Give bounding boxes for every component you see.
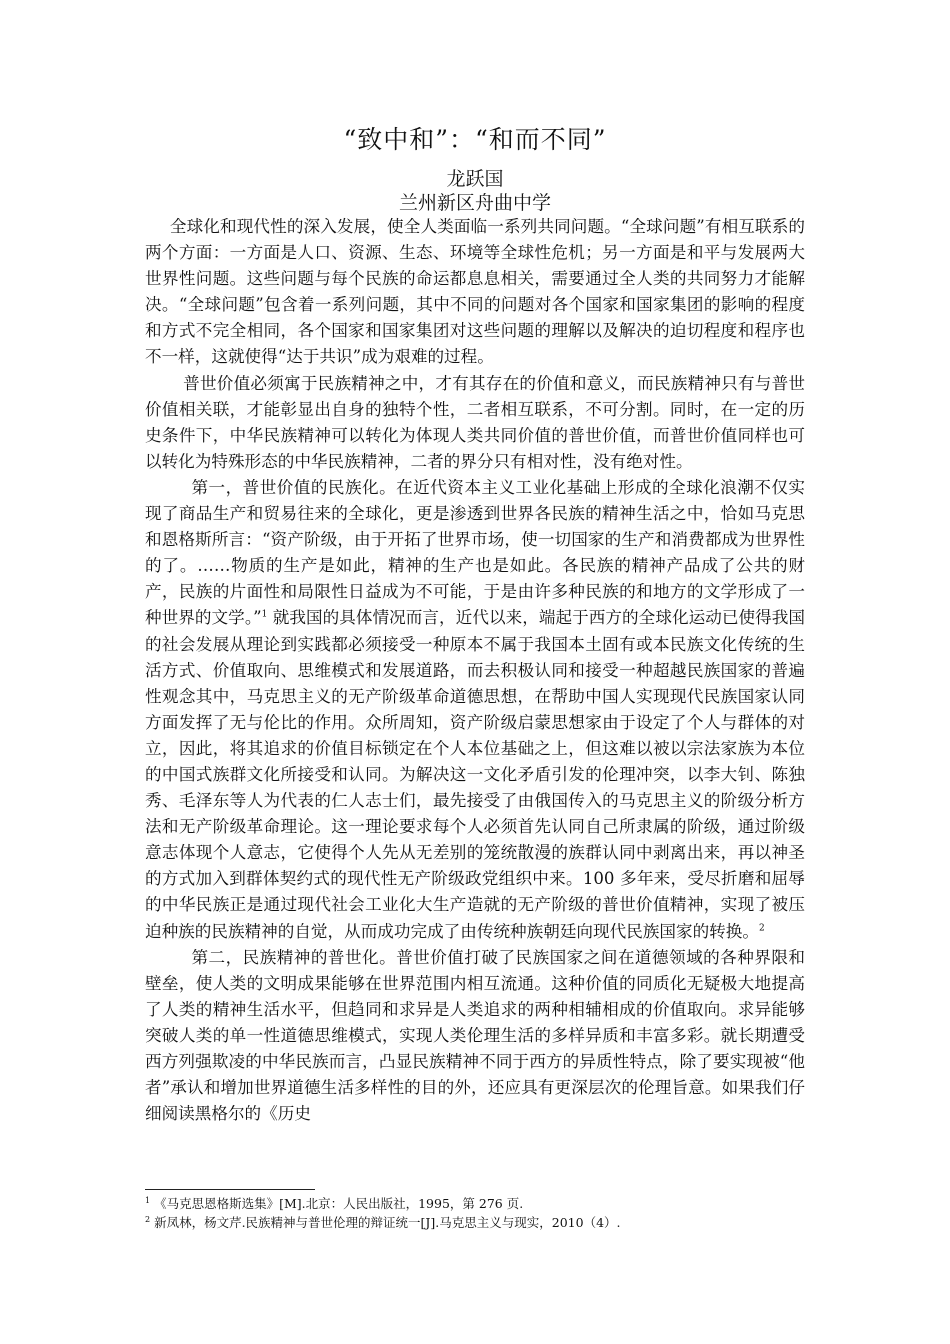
paragraph-1: 全球化和现代性的深入发展，使全人类面临一系列共同问题。“全球问题”有相互联系的两个方面：一方面是人口、资源、生态、环境等全球性危机；另一方面是和平与发展两大世界性问题。这些问题与每个民族的命运都息息相关，需要通过全人类的共同努力才能解决。“全球问题”包含着一系列问题，其中不同的问题对各个国家和国家集团的影响的程度和方式不完全相同，各个国家和国家集团对这些问题的理解以及解决的迫切程度和程序也不一样，这就使得“达于共识”成为艰难的过程。 [145, 217, 805, 367]
footnote-ref-1[interactable]: 1 [261, 609, 268, 620]
paragraph-4: 第二，民族精神的普世化。普世价值打破了民族国家之间在道德领域的各种界限和壁垒，使人类的文明成果能够在世界范围内相互流通。这种价值的同质化无疑极大地提高了人类的精神生活水平，但趋同和求异是人类追求的两种相辅相成的价值取向。求异能够突破人类的单一性道德思维模式，实现人类伦理生活的多样异质和丰富多彩。就长期遭受西方列强欺凌的中华民族而言，凸显民族精神不同于西方的异质性特点，除了要实现被“他者”承认和增加世界道德生活多样性的目的外，还应具有更深层次的伦理旨意。如果我们仔细阅读黑格尔的《历史 [145, 947, 805, 1124]
paragraph-3-part-a: 第一，普世价值的民族化。在近代资本主义工业化基础上形成的全球化浪潮不仅实现了商品生产和贸易往来的全球化，更是渗透到世界各民族的精神生活之中，恰如马克思和恩格斯所言：“资产阶级，由于开拓了世界市场，使一切国家的生产和消费都成为世界性的了。……物质的生产是如此，精神的生产也是如此。各民族的精神产品成了公共的财产，民族的片面性和局限性日益成为不可能，于是由许多种民族的和地方的文学形成了一种世界的文学。” [145, 477, 805, 628]
footnote-text: 新凤林，杨文芹.民族精神与普世伦理的辩证统一[J].马克思主义与现实，2010（4）. [150, 1215, 621, 1230]
footnote-1 [145, 1194, 805, 1213]
paragraph-2: 普世价值必须寓于民族精神之中，才有其存在的价值和意义，而民族精神只有与普世价值相关联，才能彰显出自身的独特个性，二者相互联系，不可分割。同时，在一定的历史条件下，中华民族精神可以转化为体现人类共同价值的普世价值，而普世价值同样也可以转化为特殊形态的中华民族精神，二者的界分只有相对性，没有绝对性。 [145, 373, 805, 471]
footnote-text: 《马克思恩格斯选集》[M].北京：人民出版社，1995，第 276 页. [150, 1196, 524, 1211]
footnotes [145, 1194, 805, 1232]
paragraph-3 [145, 475, 805, 945]
footnote-mark: 2 [145, 1214, 151, 1224]
article-body [145, 214, 805, 1127]
footnote-ref-2[interactable]: 2 [758, 923, 765, 933]
paragraph-3-part-b: 就我国的具体情况而言，近代以来，端起于西方的全球化运动已使得我国的社会发展从理论到实践都必须接受一种原本不属于我国本土固有或本民族文化传统的生活方式、价值取向、思维模式和发展道路，而去积极认同和接受一种超越民族国家的普遍性观念其中，马克思主义的无产阶级革命道德思想，在帮助中国人实现现代民族国家认同方面发挥了无与伦比的作用。众所周知，资产阶级启蒙思想家由于设定了个人与群体的对立，因此，将其追求的价值目标锁定在个人本位基础之上，但这难以被以宗法家族为本位的中国式族群文化所接受和认同。为解决这一文化矛盾引发的伦理冲突，以李大钊、陈独秀、毛泽东等人为代表的仁人志士们，最先接受了由俄国传入的马克思主义的阶级分析方法和无产阶级革命理论。这一理论要求每个人必须首先认同自己所隶属的阶级，通过阶级意志体现个人意志，它使得个人先从无差别的笼统散漫的族群认同中剥离出来，再以神圣的方式加入到群体契约式的现代性无产阶级政党组织中来。100 多年来，受尽折磨和屈辱的中华民族正是通过现代社会工业化大生产造就的无产阶级的普世价值精神，实现了被压迫种族的民族精神的自觉，从而成功完成了由传统种族朝廷向现代民族国家的转换。 [145, 608, 805, 941]
article-title: “致中和”：“和而不同” [343, 125, 607, 154]
footnote-divider [145, 1189, 315, 1190]
author-name: 龙跃国 [446, 168, 504, 190]
author-affiliation: 兰州新区舟曲中学 [398, 192, 551, 214]
footnote-2 [145, 1213, 805, 1232]
footnote-mark: 1 [145, 1195, 151, 1205]
